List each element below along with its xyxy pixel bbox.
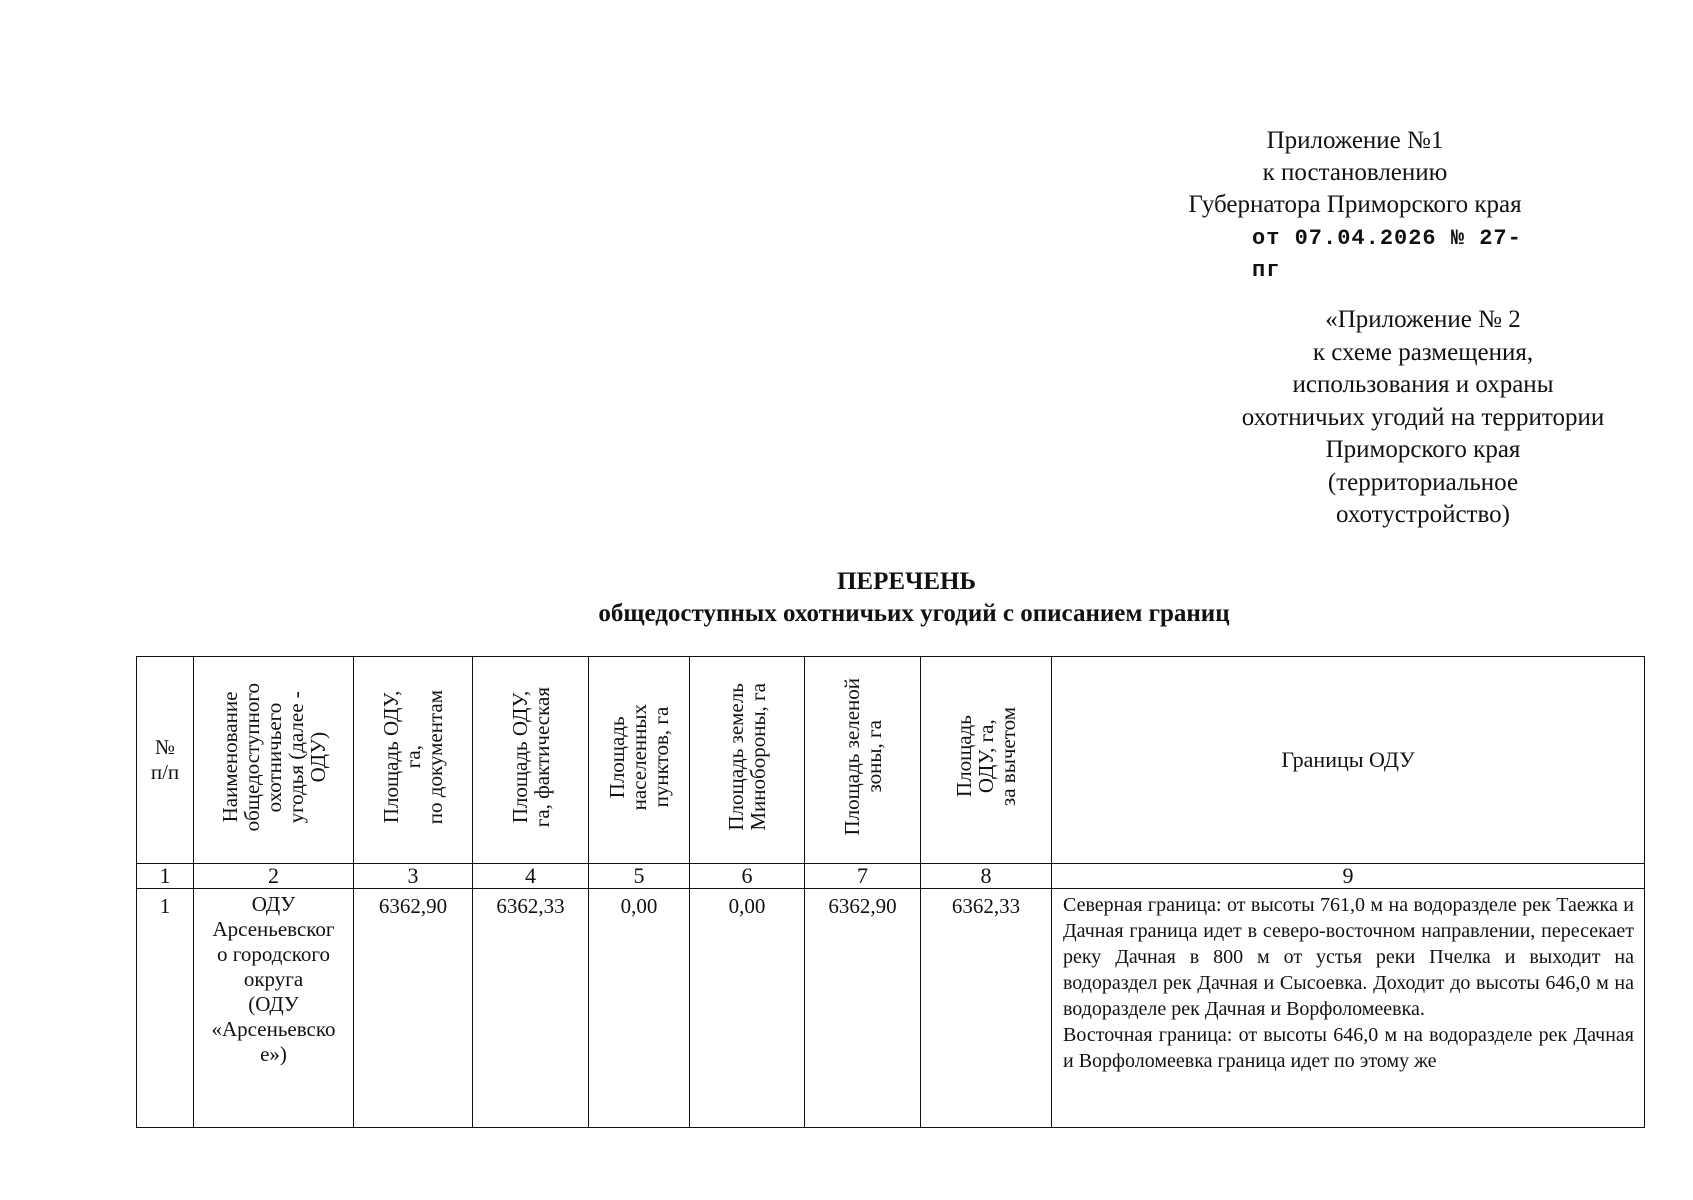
appendix-1-block — [1180, 125, 1530, 287]
appendix-2-line: Приморского края — [1325, 436, 1521, 463]
table-header-row — [137, 657, 1645, 864]
column-number: 9 — [1052, 864, 1645, 889]
appendix-1-title: Приложение №1 — [1266, 127, 1444, 154]
appendix-2-line: охотничьих угодий на территории — [1241, 403, 1605, 431]
column-number: 4 — [473, 864, 589, 889]
decree-date-number: от 07.04.2026 № 27-пг — [1252, 226, 1522, 283]
header-borders: Границы ОДУ — [1281, 747, 1415, 772]
header-row-number: № п/п — [150, 735, 180, 784]
column-number: 3 — [354, 864, 473, 889]
document-heading — [0, 566, 1693, 630]
column-number: 8 — [921, 864, 1052, 889]
header-cell — [589, 657, 690, 864]
header-cell — [805, 657, 921, 864]
header-area-actual: Площадь ОДУ, га, фактическая — [507, 686, 554, 828]
header-cell — [137, 657, 194, 864]
appendix-1-line-3: Губернатора Приморского края — [1188, 191, 1522, 218]
header-area-settlements: Площадь населенных пунктов, га — [605, 703, 673, 811]
hunting-grounds-table — [136, 656, 1645, 1128]
border-east-text: Восточная граница: от высоты 646,0 м на водоразделе рек Дачная и Ворфоломеевка граница идет по этому же — [1063, 1024, 1634, 1072]
column-number-row — [137, 864, 1645, 889]
document-subtitle: общедоступных охотничьих угодий с описанием границ — [598, 600, 1230, 627]
header-cell — [921, 657, 1052, 864]
header-area-net: Площадь ОДУ, га, за вычетом — [952, 707, 1020, 807]
column-number: 2 — [194, 864, 354, 889]
appendix-2-block — [1198, 304, 1648, 532]
appendix-2-line: «Приложение № 2 — [1325, 306, 1521, 333]
header-cell — [354, 657, 473, 864]
appendix-2-line: охотустройство) — [1336, 501, 1510, 528]
cell-row-number: 1 — [137, 889, 194, 1128]
table-row — [137, 889, 1645, 1128]
column-number: 5 — [589, 864, 690, 889]
appendix-2-line: использования и охраны — [1292, 371, 1554, 398]
column-number: 1 — [137, 864, 194, 889]
cell-area-settlements: 0,00 — [589, 889, 690, 1128]
cell-borders-description — [1052, 889, 1645, 1128]
appendix-2-line: к схеме размещения, — [1312, 338, 1534, 366]
document-title: ПЕРЕЧЕНЬ — [836, 568, 977, 595]
cell-area-docs: 6362,90 — [354, 889, 473, 1128]
header-area-docs: Площадь ОДУ, га, по документам — [379, 689, 447, 825]
border-north-text: Северная граница: от высоты 761,0 м на водоразделе рек Таежка и Дачная граница идет в северо-восточном направлении, пересекает реку Дачная в 800 м от устья реки Пчелка и выходит на водораздел рек Дачная и Сысоевка. Доходит до высоты 646,0 м на водоразделе рек Дачная и Ворфоломеевка. — [1063, 894, 1634, 1020]
header-cell — [194, 657, 354, 864]
header-cell — [1052, 657, 1645, 864]
header-name: Наименование общедоступного охотничьего угодья (далее - ОДУ) — [217, 682, 330, 832]
header-cell — [473, 657, 589, 864]
header-area-green: Площадь зеленой зоны, га — [839, 678, 886, 836]
column-number: 7 — [805, 864, 921, 889]
appendix-2-line: (территориальное — [1327, 468, 1519, 496]
cell-area-actual: 6362,33 — [473, 889, 589, 1128]
header-area-defense: Площадь земель Минобороны, га — [724, 683, 770, 831]
header-cell — [690, 657, 805, 864]
cell-area-net: 6362,33 — [921, 889, 1052, 1128]
cell-area-green: 6362,90 — [805, 889, 921, 1128]
cell-ground-name: ОДУ Арсеньевског о городского округа (ОДУ «Арсеньевско е») — [194, 889, 354, 1128]
cell-area-defense: 0,00 — [690, 889, 805, 1128]
appendix-1-line-2: к постановлению — [1262, 159, 1448, 186]
column-number: 6 — [690, 864, 805, 889]
